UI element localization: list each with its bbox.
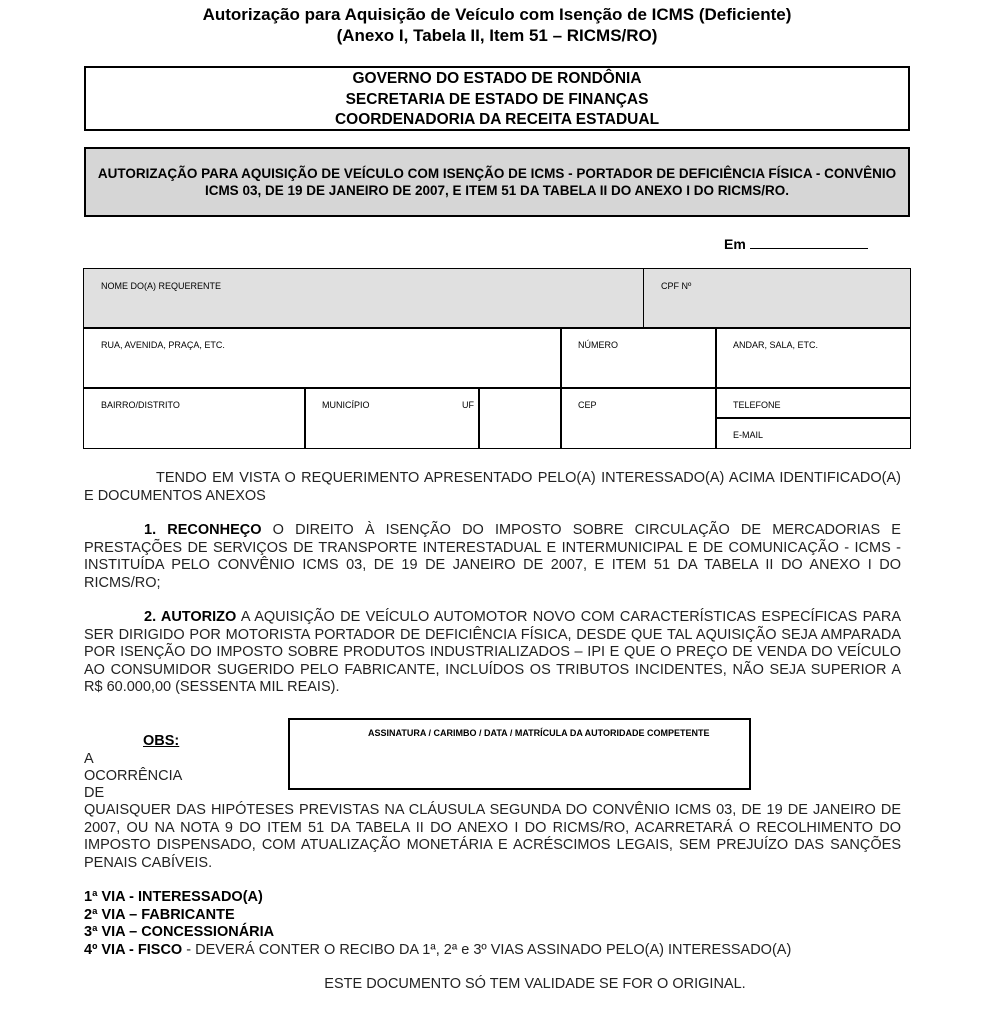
- date-blank-line[interactable]: [750, 234, 868, 249]
- field-label: BAIRRO/DISTRITO: [101, 400, 180, 410]
- date-field: [724, 234, 868, 252]
- authorization-heading-box: [84, 147, 910, 217]
- field-bairro[interactable]: [83, 387, 306, 449]
- field-label: E-MAIL: [733, 430, 764, 440]
- copies-list: [84, 889, 791, 959]
- copy-3-text: 3ª VIA – CONCESSIONÁRIA: [84, 924, 275, 940]
- field-label: CEP: [578, 400, 597, 410]
- header-line-3: COORDENADORIA DA RECEITA ESTADUAL: [334, 111, 660, 128]
- copy-2-text: 2ª VIA – FABRICANTE: [84, 906, 235, 923]
- copy-4-text: - DEVERÁ CONTER O RECIBO DA 1ª, 2ª e 3º VIAS ASSINADO PELO(A) INTERESSADO(A): [182, 941, 792, 958]
- field-rua[interactable]: [83, 327, 562, 389]
- title-line-2: (Anexo I, Tabela II, Item 51 – RICMS/RO): [336, 26, 658, 45]
- copy-4-lead: 4º VIA - FISCO: [84, 941, 183, 958]
- header-line-2: SECRETARIA DE ESTADO DE FINANÇAS: [345, 90, 649, 108]
- government-header-box: [84, 66, 910, 131]
- field-label: ANDAR, SALA, ETC.: [733, 340, 819, 350]
- obs-paragraph: QUAISQUER DAS HIPÓTESES PREVISTAS NA CLÁUSULA SEGUNDA DO CONVÊNIO ICMS 03, DE 19 DE JANEIRO DE 2007, OU NA NOTA 9 DO ITEM 51 DA TABELA II DO ANEXO I DO RICMS/RO, ACARRETARÁ O RECOLHIMENTO DO IMPOSTO DISPENSADO, COM ATUALIZAÇÃO MONETÁRIA E ACRÉSCIMOS LEGAIS, SEM PREJUÍZO DAS SANÇÕES PENAIS CABÍVEIS.: [84, 802, 901, 871]
- field-uf[interactable]: [478, 387, 562, 449]
- obs-left-column: [84, 751, 204, 802]
- item-2-text: A AQUISIÇÃO DE VEÍCULO AUTOMOTOR NOVO COM CARACTERÍSTICAS ESPECÍFICAS PARA SER DIRIGIDO POR MOTORISTA PORTADOR DE DEFICIÊNCIA FÍSICA, DESDE QUE TAL AQUISIÇÃO SEJA AMPARADA POR ISENÇÃO DO IMPOSTO SOBRE PRODUTOS INDUSTRIALIZADOS – IPI E QUE O PREÇO DE VENDA DO VEÍCULO AO CONSUMIDOR SUGERIDO PELO FABRICANTE, INCLUÍDOS OS TRIBUTOS INCIDENTES, NÃO SEJA SUPERIOR A R$ 60.000,00 (SESSENTA MIL REAIS).: [84, 609, 901, 695]
- intro-paragraph: [84, 470, 901, 505]
- title-line-1: Autorização para Aquisição de Veículo com Isenção de ICMS (Deficiente): [202, 5, 792, 24]
- intro-text: TENDO EM VISTA O REQUERIMENTO APRESENTADO PELO(A) INTERESSADO(A) ACIMA IDENTIFICADO(A) E DOCUMENTOS ANEXOS: [84, 470, 901, 504]
- field-municipio[interactable]: [304, 387, 480, 449]
- field-email[interactable]: [715, 417, 911, 449]
- uf-label: UF: [462, 400, 474, 410]
- item-1-paragraph: [84, 522, 901, 592]
- copy-1: [84, 889, 791, 907]
- signature-box[interactable]: [288, 718, 751, 790]
- field-cpf[interactable]: [643, 268, 911, 329]
- obs-left-line-1: A: [84, 751, 94, 767]
- document-title: [0, 4, 994, 46]
- field-cep[interactable]: [560, 387, 717, 449]
- authorization-heading: AUTORIZAÇÃO PARA AQUISIÇÃO DE VEÍCULO COM ISENÇÃO DE ICMS - PORTADOR DE DEFICIÊNCIA FÍSICA - CONVÊNIO ICMS 03, DE 19 DE JANEIRO DE 2007, E ITEM 51 DA TABELA II DO ANEXO I DO RICMS/RO.: [97, 166, 897, 198]
- obs-left-line-2: OCORRÊNCIA: [84, 768, 183, 784]
- header-line-1: GOVERNO DO ESTADO DE RONDÔNIA: [352, 70, 642, 87]
- obs-label: OBS:: [143, 733, 180, 749]
- field-andar[interactable]: [715, 327, 911, 389]
- field-label: CPF Nº: [661, 281, 692, 291]
- item-1-text: O DIREITO À ISENÇÃO DO IMPOSTO SOBRE CIRCULAÇÃO DE MERCADORIAS E PRESTAÇÕES DE SERVIÇOS DE TRANSPORTE INTERESTADUAL E INTERMUNICIPAL E DE COMUNICAÇÃO - ICMS - INSTITUÍDA PELO CONVÊNIO ICMS 03, DE 19 DE JANEIRO DE 2007, E ITEM 51 DA TABELA II DO ANEXO I DO RICMS/RO;: [84, 522, 901, 591]
- field-label: TELEFONE: [733, 400, 781, 410]
- field-label: MUNICÍPIO: [322, 400, 370, 410]
- item-1-lead: 1. RECONHEÇO: [144, 522, 262, 538]
- field-label: NÚMERO: [578, 340, 618, 350]
- signature-label: ASSINATURA / CARIMBO / DATA / MATRÍCULA DA AUTORIDADE COMPETENTE: [368, 728, 710, 738]
- copy-2: [84, 907, 791, 925]
- field-label: RUA, AVENIDA, PRAÇA, ETC.: [101, 340, 225, 350]
- copy-3: [84, 924, 791, 942]
- item-2-paragraph: [84, 609, 901, 697]
- field-nome-requerente[interactable]: [83, 268, 645, 329]
- validity-notice: ESTE DOCUMENTO SÓ TEM VALIDADE SE FOR O ORIGINAL.: [324, 976, 746, 992]
- date-label: Em: [724, 236, 746, 252]
- item-2-lead: 2. AUTORIZO: [144, 609, 237, 625]
- copy-1-text: 1ª VIA - INTERESSADO(A): [84, 889, 263, 905]
- field-telefone[interactable]: [715, 387, 911, 419]
- field-label: NOME DO(A) REQUERENTE: [101, 281, 222, 291]
- copy-4: [84, 942, 791, 960]
- field-numero[interactable]: [560, 327, 717, 389]
- obs-left-line-3: DE: [84, 785, 105, 801]
